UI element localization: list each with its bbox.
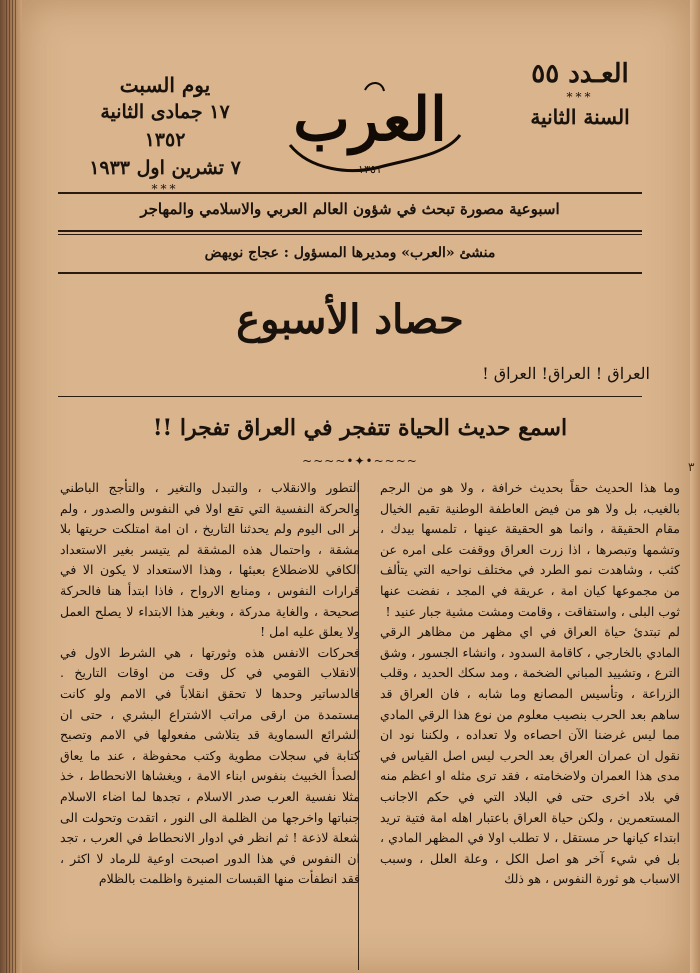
gregorian-date: ٧ تشرين اول ١٩٣٣ (89, 157, 241, 179)
paragraph: التطور والانقلاب ، والتبدل والتغير ، والتأجج الباطني والحركة النفسية التي تقع اولا في النفوس والصدور ، ولم نر الى اليوم ولم يحدثنا التاريخ ، ان امة امتلكت حريتها بلا مشقة ، واحتمال هذه المشقة لم يتيسر بغير الاستعداد الكافي للاضطلاع بعبئها ، وهذا الاستعداد لا يكون الا في قرارات النفوس ، ومنابع الارواح ، فاذا ابتدأ هنا فالحركة صحيحة ، والغاية مدركة ، وبغير هذا الابتداء لا يصلح العمل ولا يعلق عليه امل ! (60, 480, 360, 640)
paragraph: فحركات الانفس هذه وثورتها ، هي الشرط الاول في الانقلاب القومي في كل وقت من اوقات التاريخ . فالدساتير وحدها لا تحقق انقلاباً في الامم ولو كانت مستمدة من ارقى مراتب الاشتراع البشري ، حتى ان الشرائع السماوية قد يتلاشى مفعولها في الامم وتصبح كتابة في سجلات مطوية وكتب محفوظة ، عند ما يعاق الصدأ الخبيث بنفوس ابناء الامة ، ويغشاها الانحطاط ، خذ مثلا نفسية العرب صدر الاسلام ، تجدها لما اضاء الاسلام جنباتها واخرجها من الظلمة الى النور ، اتقدت وتحولت الى شعلة لاذعة ! ثم انظر في ادوار الانحطاط في العرب ، تجد ان النفوس في هذا الدور اصبحت اوعية للرماد لا اكثر ، فقد انطفأت منها القبسات المنيرة واظلمت بالظلام (60, 644, 360, 887)
page-edge (690, 0, 700, 973)
margin-mark: ٣ (688, 460, 695, 474)
header-rule (58, 192, 642, 194)
issue-block (500, 58, 660, 130)
tagline-rule-thin (58, 234, 642, 235)
issue-stars: *** (566, 90, 594, 104)
weekday: يوم السبت (119, 73, 211, 97)
masthead-logo (270, 75, 470, 175)
editor-rule (58, 272, 642, 274)
date-block (80, 72, 250, 196)
date-stars: *** (151, 182, 179, 196)
kicker: العراق ! العراق! العراق ! (482, 364, 650, 383)
paragraph: لم تبتدئ حياة العراق في اي مظهر من مظاهر الرقي المادي بالخارجي ، كاقامة السدود ، وانشاء الجسور ، وشق الترع ، وتشييد المباني الضخمة ، ومد سكك الحديد ، وقلب الزراعة ، وتأسيس المصانع وما شابه ، فان العراق قد ساهم بعد الحرب بنصيب معلوم من نوع هذا الرقي المادي مما ليس غرضنا الآن احصاءه ولا تعداده ، ولكننا نود ان نقول ان عمران العراق بعد الحرب ليس اصل القياس في مدى هذا العمران ولاضخامته ، فقد ترى مثله او اعظم منه في بلاد اخرى حتى في البلاد التي في حكم الاجانب المستعمرين ، ولكن حياة العراق باعتبار اهله امة فتية تريد ابتداء كيانها حر مستقل ، لا تطلب اولا في المظهر المادي ، بل في شيء آخر هو اصل الكل ، وعلة العلل ، وسبب الاسباب هو ثورة النفوس ، هو ذلك (380, 624, 680, 887)
issue-number: العـدد ٥٥ (531, 59, 629, 89)
article-headline: اسمع حديث الحياة تتفجر في العراق تفجرا !! (152, 415, 568, 441)
tagline: اسبوعية مصورة تبحث في شؤون العالم العربي والاسلامي والمهاجر (140, 200, 560, 218)
tagline-rule (58, 230, 642, 232)
editor-line: منشئ «العرب» ومديرها المسؤول : عجاج نويهض (204, 245, 496, 261)
headline-ornament: ~~~~•✦•~~~~ (302, 454, 418, 468)
logo-year: ١٣٥١ (358, 163, 382, 176)
section-title: حصاد الأسبوع (236, 296, 464, 343)
left-column (60, 478, 360, 890)
paragraph: وما هذا الحديث حقاً بحديث خرافة ، ولا هو من الرجم بالغيب، بل ولا هو من فيض العاطفة الوطنية تقيم الخيال مقام الحقيقة ، وانما هو الحقيقة عينها ، تلمسها بيدك ، وتشمها وتبصرها ، اذا زرت العراق ووقفت على امره عن كثب ، وشاهدت نمو الطرد في مختلف نواحيه التي يتألف من مجموعها كيان امة ، عريقة في المجد ، نفضت عنها ثوب البلى ، واستفاقت ، وقامت ومشت مشية جبار عنيد ! (380, 480, 680, 619)
hijri-date: ١٧ جمادى الثانية ١٣٥٢ (100, 101, 230, 151)
kicker-rule (58, 396, 642, 397)
logo-text: العرب (293, 85, 447, 155)
book-binding (0, 0, 22, 973)
publication-year: السنة الثانية (530, 105, 630, 129)
right-column (380, 478, 680, 890)
